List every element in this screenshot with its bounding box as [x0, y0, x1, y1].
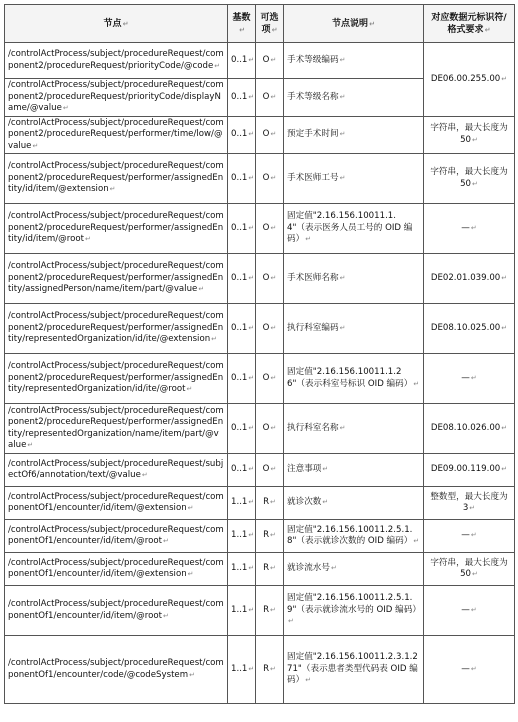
format-cell: DE08.10.025.00↵: [424, 304, 515, 354]
cardinality-cell: 1..1↵: [228, 553, 256, 586]
optional-cell: O↵: [256, 79, 284, 117]
optional-cell: O↵: [256, 254, 284, 304]
node-path-cell: /controlActProcess/subject/procedureRequest/component2/procedureRequest/performer/assignedEntity/id/item/@root↵: [5, 204, 228, 254]
table-row: [5, 43, 515, 79]
table-row: [5, 553, 515, 586]
cardinality-cell: 1..1↵: [228, 636, 256, 704]
header-optional: 可选项↵: [256, 5, 284, 43]
node-path-cell: /controlActProcess/subject/procedureRequest/component2/procedureRequest/performer/assignedEntity/representedOrganization/id/ite/@root↵: [5, 354, 228, 404]
node-path-cell: /controlActProcess/subject/procedureRequest/componentOf1/encounter/id/item/@root↵: [5, 586, 228, 636]
optional-cell: O↵: [256, 354, 284, 404]
description-cell: 固定值"2.16.156.10011.1.4"（表示医务人员工号的 OID 编码）↵: [284, 204, 424, 254]
format-cell: 字符串，最大长度为 50↵: [424, 553, 515, 586]
optional-cell: O↵: [256, 404, 284, 454]
optional-cell: R↵: [256, 487, 284, 520]
node-path-cell: /controlActProcess/subject/procedureRequest/subjectOf6/annotation/text/@value↵: [5, 454, 228, 487]
cardinality-cell: 0..1↵: [228, 304, 256, 354]
node-path-cell: /controlActProcess/subject/procedureRequest/componentOf1/encounter/id/item/@extension↵: [5, 553, 228, 586]
header-description: 节点说明↵: [284, 5, 424, 43]
description-cell: 固定值"2.16.156.10011.2.5.1.9"（表示就诊流水号的 OID 编码）↵: [284, 586, 424, 636]
format-cell: DE02.01.039.00↵: [424, 254, 515, 304]
format-cell: —↵: [424, 354, 515, 404]
format-cell: 字符串，最大长度为 50↵: [424, 116, 515, 154]
optional-cell: R↵: [256, 520, 284, 553]
description-cell: 执行科室名称↵: [284, 404, 424, 454]
table-row: [5, 154, 515, 204]
spec-table: [4, 4, 515, 704]
cardinality-cell: 0..1↵: [228, 154, 256, 204]
optional-cell: R↵: [256, 636, 284, 704]
header-node: 节点↵: [5, 5, 228, 43]
cardinality-cell: 0..1↵: [228, 404, 256, 454]
table-row: [5, 116, 515, 154]
node-path-cell: /controlActProcess/subject/procedureRequest/component2/procedureRequest/performer/assignedEntity/id/item/@extension↵: [5, 154, 228, 204]
description-cell: 就诊流水号↵: [284, 553, 424, 586]
optional-cell: O↵: [256, 204, 284, 254]
description-cell: 注意事项↵: [284, 454, 424, 487]
format-cell: —↵: [424, 586, 515, 636]
format-cell: —↵: [424, 204, 515, 254]
cardinality-cell: 0..1↵: [228, 116, 256, 154]
node-path-cell: /controlActProcess/subject/procedureRequest/component2/procedureRequest/priorityCode/displayName/@value↵: [5, 79, 228, 117]
header-cardinality: 基数↵: [228, 5, 256, 43]
header-format: 对应数据元标识符/格式要求↵: [424, 5, 515, 43]
cardinality-cell: 0..1↵: [228, 354, 256, 404]
node-path-cell: /controlActProcess/subject/procedureRequest/component2/procedureRequest/performer/assignedEntity/assignedPerson/name/item/part/@value↵: [5, 254, 228, 304]
node-path-cell: /controlActProcess/subject/procedureRequest/componentOf1/encounter/code/@codeSystem↵: [5, 636, 228, 704]
table-row: [5, 254, 515, 304]
format-cell: 整数型，最大长度为 3↵: [424, 487, 515, 520]
node-path-cell: /controlActProcess/subject/procedureRequest/component2/procedureRequest/performer/assignedEntity/representedOrganization/name/item/part/@value↵: [5, 404, 228, 454]
optional-cell: O↵: [256, 454, 284, 487]
cardinality-cell: 1..1↵: [228, 487, 256, 520]
description-cell: 就诊次数↵: [284, 487, 424, 520]
optional-cell: R↵: [256, 553, 284, 586]
optional-cell: O↵: [256, 304, 284, 354]
format-cell: —↵: [424, 520, 515, 553]
node-path-cell: /controlActProcess/subject/procedureRequest/component2/procedureRequest/performer/time/low/@value↵: [5, 116, 228, 154]
table-row: [5, 636, 515, 704]
format-cell: —↵: [424, 636, 515, 704]
node-path-cell: /controlActProcess/subject/procedureRequest/component2/procedureRequest/priorityCode/@code↵: [5, 43, 228, 79]
format-cell: DE09.00.119.00↵: [424, 454, 515, 487]
description-cell: 手术医师名称↵: [284, 254, 424, 304]
format-cell: 字符串，最大长度为 50↵: [424, 154, 515, 204]
description-cell: 固定值"2.16.156.10011.2.5.1.8"（表示就诊次数的 OID 编码）↵: [284, 520, 424, 553]
optional-cell: O↵: [256, 43, 284, 79]
description-cell: 手术等级名称↵: [284, 79, 424, 117]
description-cell: 固定值"2.16.156.10011.1.26"（表示科室号标识 OID 编码）↵: [284, 354, 424, 404]
table-row: [5, 454, 515, 487]
table-row: [5, 404, 515, 454]
node-path-cell: /controlActProcess/subject/procedureRequest/component2/procedureRequest/performer/assignedEntity/representedOrganization/id/ite/@extension↵: [5, 304, 228, 354]
table-row: [5, 204, 515, 254]
table-body: [5, 43, 515, 704]
table-row: [5, 354, 515, 404]
description-cell: 执行科室编码↵: [284, 304, 424, 354]
optional-cell: O↵: [256, 154, 284, 204]
node-path-cell: /controlActProcess/subject/procedureRequest/componentOf1/encounter/id/item/@root↵: [5, 520, 228, 553]
cardinality-cell: 0..1↵: [228, 254, 256, 304]
optional-cell: R↵: [256, 586, 284, 636]
cardinality-cell: 0..1↵: [228, 43, 256, 79]
cardinality-cell: 0..1↵: [228, 79, 256, 117]
optional-cell: O↵: [256, 116, 284, 154]
cardinality-cell: 0..1↵: [228, 454, 256, 487]
description-cell: 预定手术时间↵: [284, 116, 424, 154]
table-row: [5, 520, 515, 553]
cardinality-cell: 1..1↵: [228, 586, 256, 636]
cardinality-cell: 1..1↵: [228, 520, 256, 553]
node-path-cell: /controlActProcess/subject/procedureRequest/componentOf1/encounter/id/item/@extension↵: [5, 487, 228, 520]
description-cell: 手术医师工号↵: [284, 154, 424, 204]
table-row: [5, 586, 515, 636]
description-cell: 固定值"2.16.156.10011.2.3.1.271"（表示患者类型代码表 OID 编码）↵: [284, 636, 424, 704]
format-cell: DE06.00.255.00↵: [424, 43, 515, 117]
table-row: [5, 487, 515, 520]
table-row: [5, 304, 515, 354]
description-cell: 手术等级编码↵: [284, 43, 424, 79]
table-header-row: [5, 5, 515, 43]
cardinality-cell: 0..1↵: [228, 204, 256, 254]
format-cell: DE08.10.026.00↵: [424, 404, 515, 454]
